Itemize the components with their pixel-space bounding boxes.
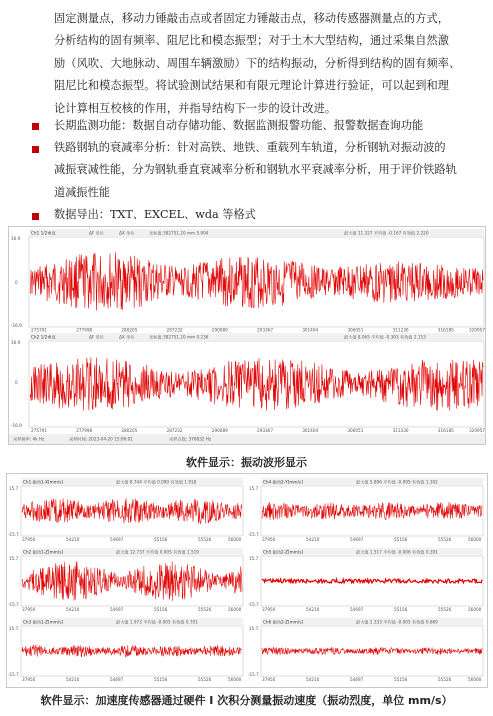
channel-1-ymax: 16.9 — [11, 236, 21, 241]
channel-2-name: Ch2 1/2垂直 — [31, 334, 56, 340]
x-tick-label: 56000 — [228, 677, 242, 682]
panel-ymax: 15.7 — [249, 486, 259, 491]
panel-ymax: 15.7 — [9, 626, 19, 631]
x-tick-label: 293367 — [257, 428, 273, 433]
x-tick-label: 55156 — [394, 677, 408, 682]
x-tick-label: 54697 — [350, 607, 364, 612]
velocity-panel — [248, 548, 483, 612]
x-tick-label: 37950 — [22, 677, 36, 682]
x-tick-label: 311230 — [392, 327, 409, 333]
status-sample-rate: 采样频率: 4k Hz — [13, 436, 45, 442]
x-tick-label: 316185 — [437, 428, 454, 433]
panel-title: Ch2 振动1-Z[mm/s] — [23, 549, 64, 555]
channel-1-x-ticks — [31, 328, 485, 333]
bullet-marker — [32, 146, 39, 153]
x-tick-label: 287232 — [166, 428, 183, 433]
channel-1-yzero: 0 — [15, 280, 18, 285]
panel-title: Ch3 振动1-Z[mm/s] — [23, 619, 64, 625]
channel-1-header-df: ΔF 单位 — [89, 230, 104, 236]
bullet-marker — [32, 213, 39, 220]
panel-title: Ch6 振动2-Z[mm/s] — [263, 619, 304, 625]
panel-x-ticks — [22, 537, 242, 542]
panel-title: Ch5 振动2-Z[mm/s] — [263, 549, 304, 555]
velocity-panel — [8, 478, 243, 542]
x-tick-label: 316185 — [437, 327, 454, 333]
velocity-panels — [8, 478, 483, 682]
panel-stats: 最大值 2.333 平均值 -0.005 有效值 0.669 — [356, 619, 438, 625]
bullet-item-monitoring — [54, 115, 484, 137]
bullet-line: 长期监测功能：数据自动存储功能、数据监测报警功能、报警数据查询功能 — [54, 119, 424, 132]
panel-stats: 最大值 1.973 平均值 -0.005 有效值 0.701 — [116, 619, 198, 625]
channel-2-header-dx: ΔX 单位 — [119, 334, 135, 340]
x-tick-label: 275791 — [31, 327, 47, 333]
x-tick-label: 55156 — [394, 607, 408, 612]
x-tick-label: 54210 — [306, 537, 320, 542]
panel-x-ticks — [262, 607, 482, 612]
x-tick-label: 55526 — [438, 537, 452, 542]
x-tick-label: 56000 — [468, 537, 482, 542]
x-tick-label: 54697 — [350, 537, 364, 542]
x-tick-label: 320957 — [469, 327, 485, 333]
x-tick-label: 301404 — [302, 428, 319, 433]
x-tick-label: 54697 — [350, 677, 364, 682]
channel-2-x-ticks — [31, 428, 485, 433]
panel-title: Ch1 振动1-X[mm/s] — [23, 479, 64, 485]
x-tick-label: 293367 — [257, 327, 273, 333]
status-sample-count: 采样点数: 376832 Hz — [169, 436, 212, 442]
panel-ymin: -15.7 — [8, 672, 19, 677]
panel-title: Ch4 振动2-Y[mm/s] — [263, 479, 303, 485]
x-tick-label: 54697 — [110, 607, 124, 612]
panel-ymin: -15.7 — [248, 672, 259, 677]
x-tick-label: 37950 — [262, 607, 276, 612]
x-tick-label: 54210 — [66, 677, 80, 682]
intro-line: 励（风吹、大地脉动、周围车辆激励）下的结构振动，分析得到结构的固有频率、 — [54, 56, 461, 70]
x-tick-label: 56000 — [228, 537, 242, 542]
x-tick-label: 277998 — [76, 428, 93, 433]
channel-2-cursor: 光标值:382751.20 mm 0.236 — [149, 334, 209, 340]
x-tick-label: 320957 — [469, 428, 485, 433]
channel-1-stats: 最大值 11.327 平均值 -0.167 有效值 2.220 — [344, 230, 429, 236]
x-tick-label: 301404 — [302, 327, 319, 333]
channel-2-ymin: -16.9 — [11, 423, 22, 428]
channel-1-cursor: 光标值:382751.20 mm 5.904 — [149, 230, 209, 236]
channel-2-panel — [11, 333, 485, 433]
x-tick-label: 275791 — [31, 428, 47, 433]
x-tick-label: 277998 — [76, 327, 93, 333]
panel-ymin: -15.7 — [248, 602, 259, 607]
x-tick-label: 55526 — [438, 677, 452, 682]
bullet-marker — [32, 123, 39, 130]
panel-plot — [21, 556, 243, 606]
panel-ymax: 15.7 — [9, 486, 19, 491]
x-tick-label: 55156 — [154, 537, 168, 542]
panel-x-ticks — [262, 537, 482, 542]
x-tick-label: 37950 — [22, 537, 36, 542]
x-tick-label: 55526 — [438, 607, 452, 612]
bullet-line: 减振衰减性能，分为钢轨垂直衰减率分析和钢轨水平衰减率分析，用于评价铁路轨 — [54, 163, 457, 177]
waveform-canvas — [9, 227, 485, 444]
x-tick-label: 55156 — [154, 607, 168, 612]
caption-waveform: 软件显示：振动波形显示 — [186, 456, 307, 469]
x-tick-label: 287232 — [166, 327, 183, 333]
bullet-line: 道减振性能 — [54, 185, 110, 199]
x-tick-label: 37950 — [262, 537, 276, 542]
panel-x-ticks — [22, 607, 242, 612]
panel-ymin: -15.7 — [8, 532, 19, 537]
intro-line: 阻尼比和模态振型。将试验测试结果和有限元理论计算进行验证，可以起到和理 — [54, 79, 450, 93]
channel-1-name: Ch1 1/2垂直 — [31, 230, 56, 236]
panel-x-ticks — [22, 677, 242, 682]
x-tick-label: 56000 — [468, 607, 482, 612]
x-tick-label: 306051 — [347, 327, 364, 333]
velocity-panel — [248, 478, 483, 542]
bullet-line: 铁路钢轨的衰减率分析：针对高铁、地铁、重载列车轨道，分析钢轨对振动波的 — [54, 141, 446, 154]
x-tick-label: 54210 — [66, 537, 80, 542]
panel-ymax: 15.7 — [9, 556, 19, 561]
x-tick-label: 290089 — [211, 428, 228, 433]
x-tick-label: 37950 — [262, 677, 276, 682]
velocity-panel — [8, 618, 243, 682]
x-tick-label: 54697 — [110, 677, 124, 682]
x-tick-label: 280205 — [121, 327, 138, 333]
panel-stats: 最大值 1.517 平均值 -0.006 有效值 0.391 — [356, 549, 438, 555]
bullet-item-export — [54, 204, 484, 226]
x-tick-label: 56000 — [468, 677, 482, 682]
intro-paragraph — [54, 8, 484, 120]
x-tick-label: 37950 — [22, 607, 36, 612]
intro-line: 分析结构的固有频率、阻尼比和模态振型；对于土木大型结构，通过采集自然激 — [54, 34, 450, 48]
panel-ymax: 15.7 — [249, 556, 259, 561]
x-tick-label: 55526 — [198, 607, 212, 612]
channel-2-yzero: 0 — [15, 380, 18, 385]
x-tick-label: 311230 — [392, 428, 409, 433]
channel-2-stats: 最大值 8.065 平均值 -0.303 有效值 2.153 — [344, 334, 426, 340]
panel-ymax: 15.7 — [249, 626, 259, 631]
x-tick-label: 56000 — [228, 607, 242, 612]
velocity-panel — [248, 618, 483, 682]
x-tick-label: 55526 — [198, 677, 212, 682]
intro-line: 论计算相互校核的作用，并指导结构下一步的设计改进。 — [54, 101, 337, 115]
x-tick-label: 290089 — [211, 327, 228, 333]
intro-line: 固定测量点，移动力锤敲击点或者固定力锤敲击点，移动传感器测量点的方式， — [54, 12, 450, 25]
velocity-screenshot — [6, 473, 488, 688]
channel-1-ymin: -16.9 — [11, 323, 22, 328]
velocity-panel — [8, 548, 243, 612]
caption-velocity: 软件显示：加速度传感器通过硬件 I 次积分测量振动速度（振动烈度，单位 mm/s） — [40, 694, 453, 707]
panel-stats: 最大值 8.744 平均值 0.090 有效值 1.918 — [116, 479, 197, 485]
x-tick-label: 54697 — [110, 537, 124, 542]
velocity-canvas — [7, 474, 487, 687]
channel-1-panel — [11, 229, 485, 333]
channel-1-header-dx: ΔX 单位 — [119, 230, 135, 236]
x-tick-label: 55156 — [394, 537, 408, 542]
x-tick-label: 306051 — [347, 428, 364, 433]
waveform-screenshot — [8, 226, 486, 445]
panel-x-ticks — [262, 677, 482, 682]
panel-ymin: -15.7 — [248, 532, 259, 537]
x-tick-label: 55526 — [198, 537, 212, 542]
x-tick-label: 54210 — [306, 607, 320, 612]
panel-stats: 最大值 12.737 平均值 0.005 有效值 1.519 — [116, 549, 199, 555]
panel-ymin: -15.7 — [8, 602, 19, 607]
bullet-item-rail-decay — [54, 137, 484, 204]
bullet-line: 数据导出：TXT、EXCEL、wda 等格式 — [54, 208, 256, 221]
x-tick-label: 54210 — [306, 677, 320, 682]
panel-stats: 最大值 5.896 平均值 -0.095 有效值 1.302 — [356, 479, 438, 485]
channel-2-header-df: ΔF 单位 — [89, 334, 104, 340]
x-tick-label: 54210 — [66, 607, 80, 612]
x-tick-label: 280205 — [121, 428, 138, 433]
channel-2-ymax: 16.9 — [11, 340, 21, 345]
status-sample-time: 采样时间: 2023-04-20 15:06:01 — [69, 436, 133, 442]
x-tick-label: 55156 — [154, 677, 168, 682]
